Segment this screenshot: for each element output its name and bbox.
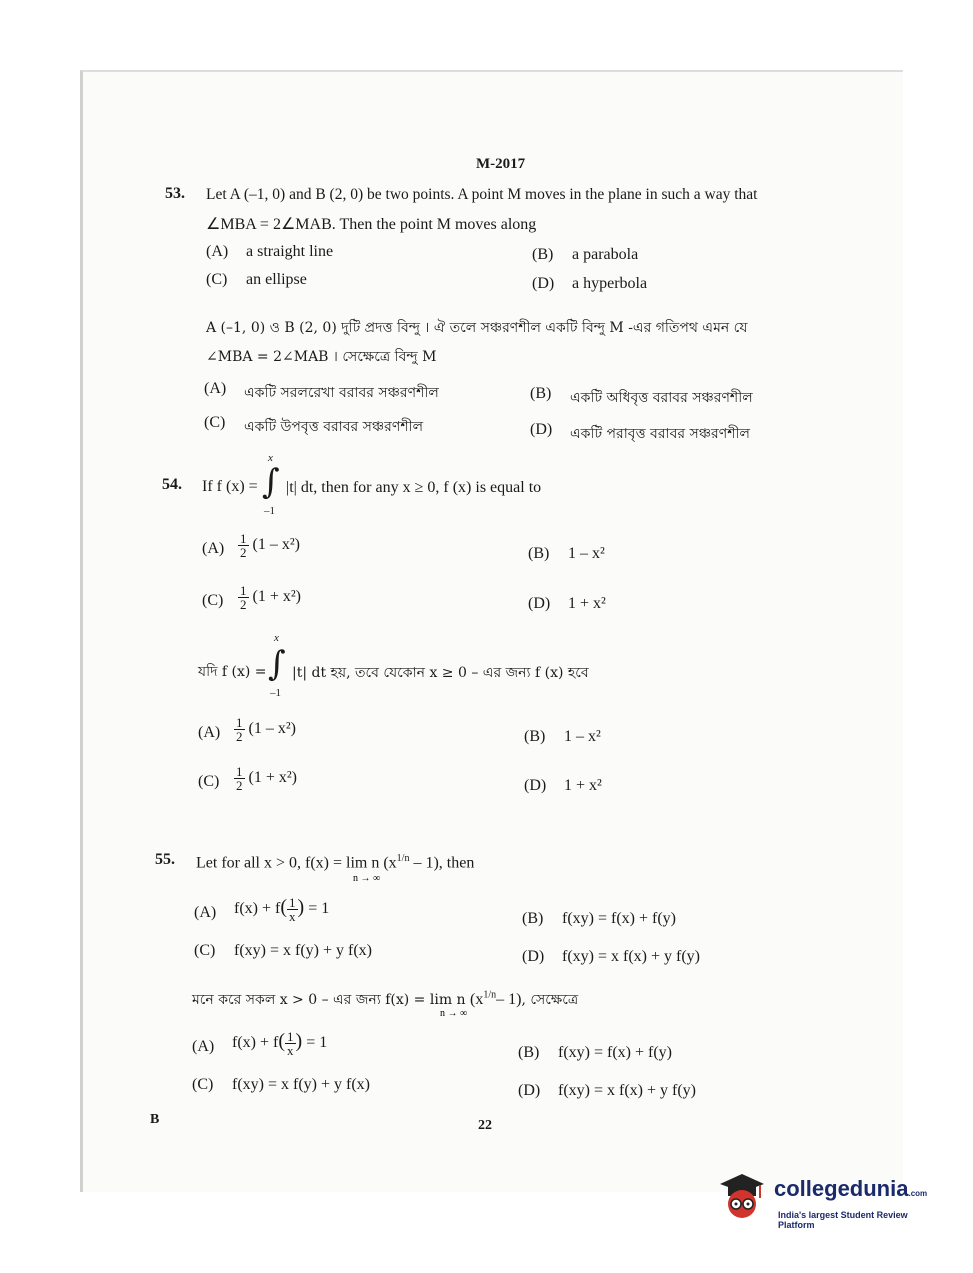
q54-en-suffix: |t| dt, then for any x ≥ 0, f (x) is equal to xyxy=(286,479,542,496)
q55-bn-line: মনে করে সকল x > 0 – এর জন্য f(x) = lim n ($x^{1/n}-$ 1), সেক্ষেত্রে xyxy=(192,989,579,1008)
q54-bn-opt-a-label: (A) xyxy=(198,724,221,741)
q54-bn-prefix: যদি f (x) = xyxy=(198,664,267,680)
q55-bn-opt-b-label: (B) xyxy=(518,1044,540,1061)
q54-opt-c: $\frac{1}{2}$ (1 + x²) xyxy=(240,583,301,612)
q55-bn-opt-a-label: (A) xyxy=(192,1038,215,1055)
q54-bn-upper-limit: x xyxy=(274,632,279,644)
q53-en-opt-b-label: (B) xyxy=(532,246,554,263)
q53-en-opt-c-label: (C) xyxy=(206,271,228,288)
q54-bn-opt-d: 1 + x² xyxy=(564,777,602,794)
q55-bn-opt-c: f(xy) = x f(y) + y f(x) xyxy=(232,1076,370,1093)
q55-en-line: Let for all x > 0, f(x) = lim n $(x^{1/n} - 1)$, then xyxy=(196,853,475,872)
q55-lim-sub: n → ∞ xyxy=(353,873,381,884)
q55-opt-d: f(xy) = x f(x) + y f(y) xyxy=(562,948,700,965)
q54-bn-opt-c: $\frac{1}{2}$ (1 + x²) xyxy=(236,764,297,793)
q53-number: 53. xyxy=(165,185,185,202)
q55-number: 55. xyxy=(155,851,175,868)
q53-bn-opt-d-label: (D) xyxy=(530,421,553,438)
q54-number: 54. xyxy=(162,476,182,493)
q54-bn-opt-c-label: (C) xyxy=(198,773,220,790)
q53-bn-opt-d: একটি পরাবৃত্ত বরাবর সঞ্চরণশীল xyxy=(570,426,750,442)
q55-bn-opt-d: f(xy) = x f(x) + y f(y) xyxy=(558,1082,696,1099)
q55-opt-a: f(x) + f( $\frac{1}{x}$ ) = 1 xyxy=(234,895,330,924)
logo-tagline: India's largest Student Review Platform xyxy=(778,1210,908,1230)
collegedunia-logo[interactable] xyxy=(716,1170,946,1230)
q54-bn-suffix: |t| dt হয়, তবে যেকোন x ≥ 0 – এর জন্য f (x) হবে xyxy=(292,665,589,681)
q55-bn-opt-b: f(xy) = f(x) + f(y) xyxy=(558,1044,672,1061)
q55-opt-a-label: (A) xyxy=(194,904,217,921)
q55-opt-d-label: (D) xyxy=(522,948,545,965)
q55-bn-opt-c-label: (C) xyxy=(192,1076,214,1093)
q53-bn-opt-a: একটি সরলরেখা বরাবর সঞ্চরণশীল xyxy=(244,385,439,401)
q53-en-opt-b: a parabola xyxy=(572,246,639,263)
q53-bn-opt-b: একটি অধিবৃত্ত বরাবর সঞ্চরণশীল xyxy=(570,390,753,406)
page-number: 22 xyxy=(478,1118,492,1133)
q54-opt-b: 1 – x² xyxy=(568,545,605,562)
integral-sign: ∫ xyxy=(262,462,280,502)
footer-set-code: B xyxy=(150,1112,160,1127)
q55-bn-opt-d-label: (D) xyxy=(518,1082,541,1099)
q54-bn-opt-a: $\frac{1}{2}$ (1 – x²) xyxy=(236,715,296,744)
q53-bn-opt-c: একটি উপবৃত্ত বরাবর সঞ্চরণশীল xyxy=(244,419,424,435)
q53-en-line2: ∠MBA = 2∠MAB. Then the point M moves along xyxy=(206,216,537,233)
q54-opt-a: $\frac{1}{2}$ (1 – x²) xyxy=(240,531,300,560)
q55-opt-c-label: (C) xyxy=(194,942,216,959)
q53-en-opt-d: a hyperbola xyxy=(572,275,648,292)
exam-page xyxy=(80,70,903,1192)
integral-sign-bn: ∫ xyxy=(268,644,286,684)
q54-opt-b-label: (B) xyxy=(528,545,550,562)
q55-opt-b-label: (B) xyxy=(522,910,544,927)
q55-opt-b: f(xy) = f(x) + f(y) xyxy=(562,910,676,927)
q55-opt-c: f(xy) = x f(y) + y f(x) xyxy=(234,942,372,959)
q53-en-opt-a: a straight line xyxy=(246,243,334,260)
graduate-mascot-icon xyxy=(716,1170,766,1222)
q55-bn-lim-sub: n → ∞ xyxy=(440,1008,468,1019)
q54-bn-opt-b-label: (B) xyxy=(524,728,546,745)
q53-bn-opt-c-label: (C) xyxy=(204,414,226,431)
q53-en-line1: Let A (–1, 0) and B (2, 0) be two points. A point M moves in the plane in such a way that xyxy=(206,186,758,203)
q54-bn-opt-d-label: (D) xyxy=(524,777,547,794)
q54-en-prefix: If f (x) = xyxy=(202,478,258,495)
q55-bn-opt-a: f(x) + f( $\frac{1}{x}$ ) = 1 xyxy=(232,1029,328,1058)
logo-wordmark: collegedunia.com xyxy=(774,1176,928,1201)
q54-bn-lower-limit: –1 xyxy=(270,687,281,699)
q53-bn-opt-b-label: (B) xyxy=(530,385,552,402)
q54-opt-d: 1 + x² xyxy=(568,595,606,612)
q53-bn-line1: A (–1, 0) ও B (2, 0) দুটি প্রদত্ত বিন্দু । ঐ তলে সঞ্চরণশীল একটি বিন্দু M -এর গতিপথ এমন যে xyxy=(206,320,748,336)
q54-opt-c-label: (C) xyxy=(202,592,224,609)
q53-bn-opt-a-label: (A) xyxy=(204,380,227,397)
q54-upper-limit: x xyxy=(268,452,273,464)
q54-opt-d-label: (D) xyxy=(528,595,551,612)
q53-en-opt-d-label: (D) xyxy=(532,275,555,292)
q53-en-opt-c: an ellipse xyxy=(246,271,307,288)
q54-lower-limit: –1 xyxy=(264,505,275,517)
q54-bn-opt-b: 1 – x² xyxy=(564,728,601,745)
q53-bn-line2: ∠MBA = 2∠MAB । সেক্ষেত্রে বিন্দু M xyxy=(206,349,437,365)
q53-en-opt-a-label: (A) xyxy=(206,243,229,260)
paper-code: M-2017 xyxy=(476,156,526,172)
q54-opt-a-label: (A) xyxy=(202,540,225,557)
